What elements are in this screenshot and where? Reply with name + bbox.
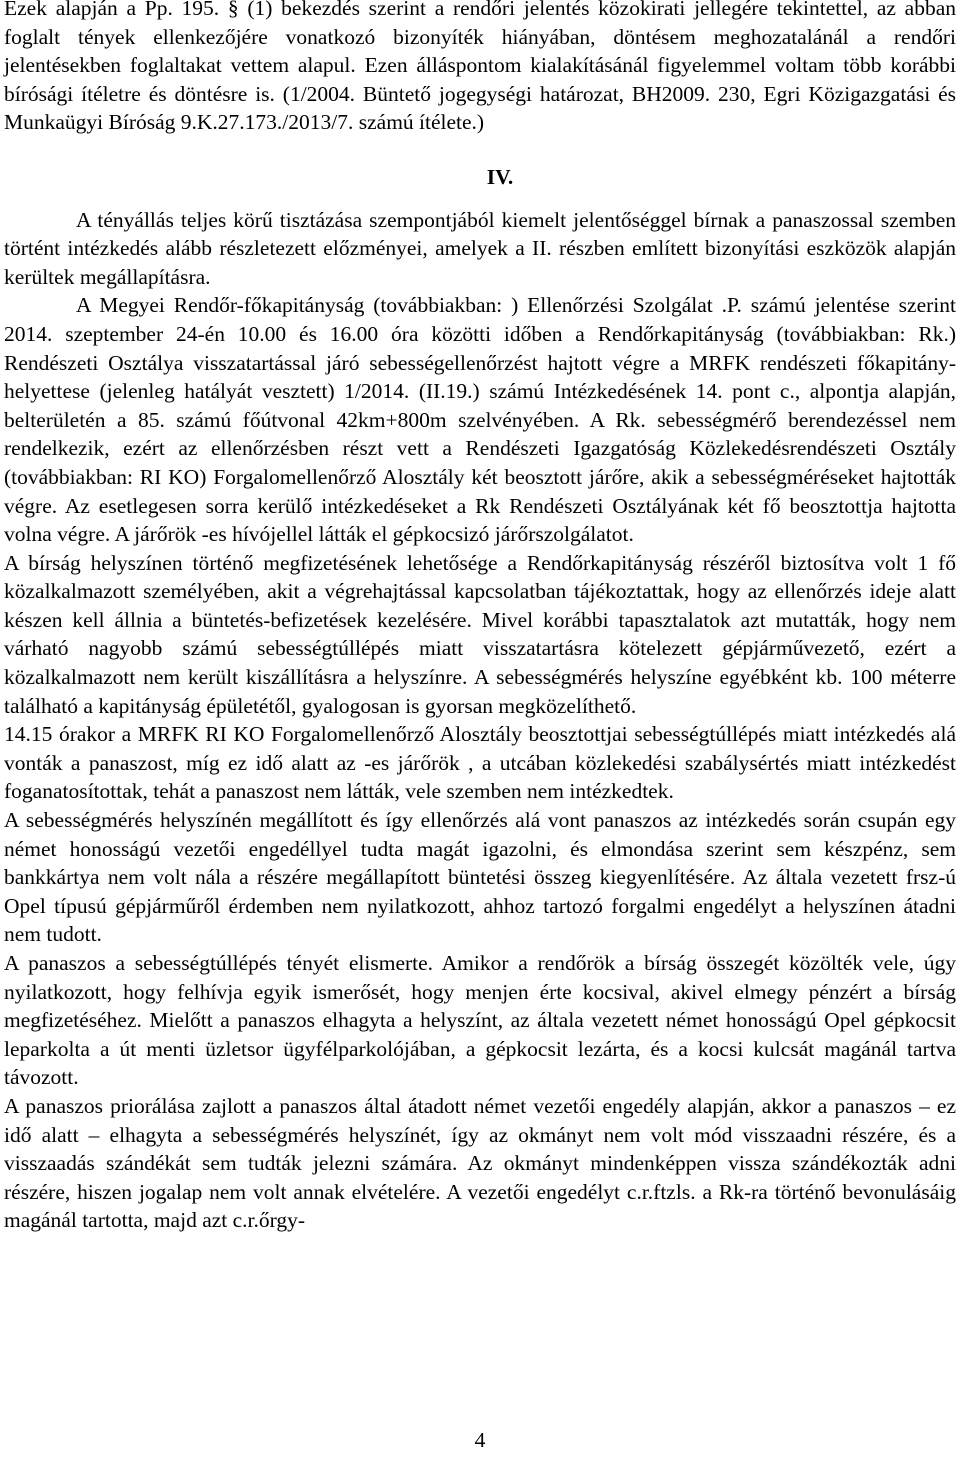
paragraph-measure-1415: 14.15 órakor a MRFK RI KO Forgalomellenőrző Alosztály beosztottjai sebességtúllépés miatt intézkedés alá vonták a panaszost, míg ez idő alatt az -es járőrök , a utcában közlekedési szabálysértés miatt intézkedést foganatosítottak, tehát a panaszost nem látták, vele szemben nem intézkedtek. [4, 722, 956, 804]
paragraph-license-check: A panaszos priorálása zajlott a panaszos által átadott német vezetői engedély alapján, akkor a panaszos – ez idő alatt – elhagyta a sebességmérés helyszínét, így az okmányt nem volt mód visszaadni részére, és a visszaadás szándékát sem tudták jelezni számára. Az okmányt mindenképpen vissza szándékozták adni részére, hiszen jogalap nem volt annak elvételére. A vezetői engedélyt c.r.ftzls. a Rk-ra történő bevonulásáig magánál tartotta, majd azt c.r.őrgy- [4, 1093, 956, 1233]
paragraph-speed-check: A Megyei Rendőr-főkapitányság (továbbiakban: ) Ellenőrzési Szolgálat .P. számú jelentése szerint 2014. szeptember 24-én 10.00 és 16.00 óra közötti időben a Rendőrkapitányság (továbbiakban: Rk.) Rendészeti Osztálya visszatartással járó sebességellenőrzést hajtott végre a MRFK rendészeti főkapitány-helyettese (jelenleg hatályát vesztett) 1/2014. (II.19.) számú Intézkedésének 14. pont c., alpontja alapján, belterületén a 85. számú főútvonal 42km+800m szelvényében. A Rk. sebességmérő berendezéssel nem rendelkezik, ezért az ellenőrzésben részt vett a Rendészeti Igazgatóság Közlekedésrendészeti Osztály (továbbiakban: RI KO) Forgalomellenőrző Alosztály két beosztott járőre, akik a sebességméréseket hajtották végre. Az esetlegesen sorra kerülő intézkedéseket a Rk Rendészeti Osztályának két fő beosztottja hajtotta volna végre. A járőrök -es hívójellel látták el gépkocsizó járőrszolgálatot. [4, 293, 956, 547]
paragraph-intro: A tényállás teljes körű tisztázása szempontjából kiemelt jelentőséggel bírnak a panaszossal szemben történt intézkedés alább részletezett előzményei, amelyek a II. részben említett bizonyítási eszközök alapján kerültek megállapításra. [4, 207, 956, 289]
paragraph-fine-payment: A bírság helyszínen történő megfizetésének lehetősége a Rendőrkapitányság részéről biztosítva volt 1 fő közalkalmazott személyében, akit a végrehajtással kapcsolatban tájékoztattak, hogy az ellenőrzés ideje alatt készen kell állnia a büntetés-befizetések kezelésére. Mivel korábbi tapasztalatok azt mutatták, hogy nem várható nagyobb számú sebességtúllépés miatt visszatartásra kötelezett gépjárművezető, ezért a közalkalmazott nem került kiszállításra a helyszínre. A sebességmérés helyszíne egyébként kb. 100 méterre található a kapitányság épületétől, gyalogosan is gyorsan megközelíthető. [4, 550, 956, 718]
section-heading: IV. [486, 164, 514, 189]
paragraph-stop-location: A sebességmérés helyszínén megállított és így ellenőrzés alá vont panaszos az intézkedés során csupán egy német honosságú vezetői engedéllyel tudta magát igazolni, és elmondása szerint sem készpénz, sem bankkártya nem volt nála a részére megállapított büntetési összeg kiegyenlítésére. Az általa vezetett frsz-ú Opel típusú gépjárműről érdemben nem nyilatkozott, ahhoz tartozó forgalmi engedélyt a helyszínen átadni nem tudott. [4, 808, 956, 947]
paragraph-legal-basis: Ezek alapján a Pp. 195. § (1) bekezdés szerint a rendőri jelentés közokirati jellegére tekintettel, az abban foglalt tények ellenkezőjére vonatkozó bizonyíték hiányában, döntésem meghozatalánál a rendőri jelentésekben foglaltakat vettem alapul. Ezen álláspontom kialakításánál figyelemmel voltam több korábbi bírósági ítéletre és döntésre is. (1/2004. Büntető jogegységi határozat, BH2009. 230, Egri Közigazgatási és Munkaügyi Bíróság 9.K.27.173./2013/7. számú ítélete.) [4, 0, 956, 135]
page-content [4, 0, 956, 1235]
page-number: 4 [474, 1428, 486, 1452]
paragraph-admission: A panaszos a sebességtúllépés tényét elismerte. Amikor a rendőrök a bírság összegét közölték vele, úgy nyilatkozott, hogy felhívja egyik ismerősét, hogy menjen érte kocsival, akivel elmegy pénzért a bírság megfizetéséhez. Mielőtt a panaszos elhagyta a helyszínt, az általa vezetett német honosságú Opel gépkocsit leparkolta a út menti üzletsor ügyfélparkolójában, a gépkocsit lezárta, és a kocsi kulcsát magánál tartva távozott. [4, 951, 956, 1090]
